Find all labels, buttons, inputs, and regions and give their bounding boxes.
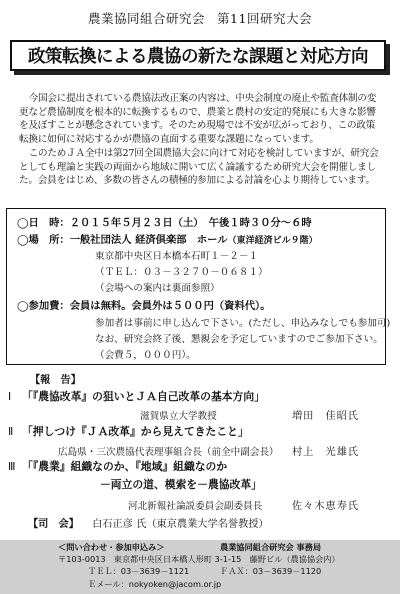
report-3-subtitle: －両立の道、模索を－農協改革」 [100,478,262,491]
date-row [17,214,312,229]
report-3-title: Ⅲ 「『農業』組織なのか、『地域』組織なのか [8,460,228,473]
report-heading: 【報 告】 [30,375,81,386]
office-fax: ＦＡＸ：03－3639－1120 [220,566,322,576]
fee-label: ◯参加費： [17,300,70,312]
report-3-speaker: 河北新報社論説委員会副委員長 [128,501,263,512]
contact-footer [0,540,400,594]
event-name: 第11回研究大会 [217,11,312,26]
map-note: （会場への案内は裏面参照） [95,283,220,294]
organizer-name: 農業協同組合研究会 [88,11,206,26]
place-note: （東洋経済ビル９階） [227,236,318,246]
address: 東京都中央区日本橋本石町１－２－１ [95,251,259,262]
fee-note-2: なお、研究会終了後、懇親会を予定していますのでご参加下さい。 [95,334,383,345]
date-label: ◯日 時： [17,217,70,229]
report-2-title: Ⅱ 「押しつけ『ＪＡ改革』から見えてきたこと」 [8,425,249,438]
office-address: 〒103-0013 東京都中央区日本橋人形町 3-1-15 藤野ビル（農協協会内） [58,554,340,564]
fee-row [17,297,271,312]
intro-paragraph-1: 今国会に提出されている農協法改正案の内容は、中央会制度の廃止や監査体制の変更など農協制度を根本的に転換するもので、農業と農村の安定的発展にも大きな影響を及ぼすことが懸念されています。そのため現場では不安が広がっており、この政策転換に如何に対応するかが農協の直面する重要な課題になっています。 [19,93,377,146]
intro-text [19,92,382,188]
report-1-title: Ⅰ 「『農協改革』の狙いとＪＡ自己改革の基本方向」 [8,390,265,403]
report-2-speaker: 広島県・三次農協代表理事組合長（前全中副会長） [58,447,279,458]
place-label: ◯場 所： [17,234,70,246]
place-row [17,231,318,246]
report-3-number: Ⅲ [8,460,16,473]
venue-tel: （ＴＥＬ：０３－３２７０－０６８１） [95,267,268,278]
report-2-name: 村上 光雄氏 [292,447,360,458]
intro-paragraph-2: このためＪＡ全中は第27回全国農協大会に向けて対応を検討していますが、研究会としても理論と実践の両面から地域に開いて広く論議するため研究大会を開催しました。会員をはじめ、多数の皆さんの積極的参加による討論を心より期待しています。 [19,147,379,187]
title-box [10,40,386,71]
chair-value: 白石正彦 氏（東京農業大学名誉教授） [92,519,269,530]
place-value: 一般社団法人 経済倶楽部 ホール [69,234,228,246]
report-2-number: Ⅱ [8,425,14,438]
office-tel: ＴＥＬ：03－3639－1121 [88,566,190,576]
report-1-number: Ⅰ [8,390,12,403]
office-name: 農業協同組合研究会 事務局 [220,542,322,552]
page-title: 政策転換による農協の新たな課題と対応方向 [28,47,368,67]
report-1-speaker: 滋賀県立大学教授 [140,411,217,422]
contact-label: ＜問い合わせ・参加申込み＞ [58,542,165,552]
date-value: ２０１５年５月２３日（土） 午後１時３０分～６時 [69,217,312,229]
info-box [6,208,391,365]
office-email: Ｅメール：nokyoken@jacom.or.jp [88,579,222,589]
event-header [0,9,400,27]
chair-label: 【司 会】 [28,519,79,530]
fee-note-1: 参加者は事前に申し込んで下さい。(ただし、申込みなしでも参加可) [95,318,391,329]
report-3-name: 佐々木恵寿氏 [292,501,360,512]
chair-row [28,515,269,530]
fee-value: 会員は無料。会員外は５００円（資料代）。 [69,300,271,312]
fee-note-3: （会費５，０００円）。 [95,350,196,361]
report-1-name: 増田 佳昭氏 [292,411,360,422]
